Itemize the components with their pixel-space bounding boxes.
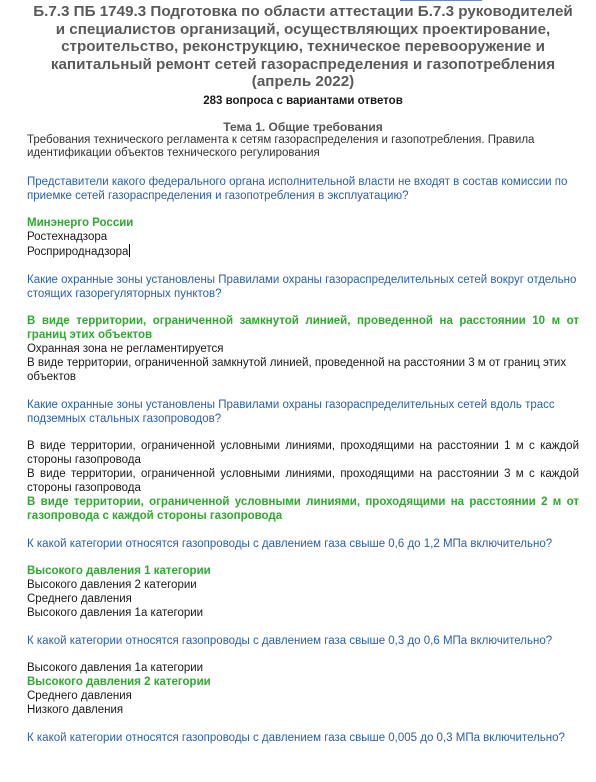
answer-correct: В виде территории, ограниченной замкнутой линией, проведенной на расстоянии 10 м от границ этих объектов [27, 314, 579, 341]
answer-option: Среднего давления [27, 592, 132, 605]
answer-list [27, 661, 579, 717]
answer-list [27, 216, 579, 259]
answer-option: Ростехнадзора [27, 230, 108, 243]
topic-title: Тема 1. Общие требования [223, 119, 383, 134]
document-page [27, 3, 579, 745]
document-subtitle: 283 вопроса с вариантами ответов [203, 94, 403, 107]
answer-option [27, 244, 579, 259]
question-text: Представители какого федерального органа исполнительной власти не входят в состав комиссии по приемке сетей газораспределения и газопотребления в эксплуатацию? [27, 175, 568, 202]
answer-option: В виде территории, ограниченной условными линиями, проходящими на расстоянии 3 м с каждой стороны газопровода [27, 467, 579, 494]
answer-option: В виде территории, ограниченной условными линиями, проходящими на расстоянии 1 м с каждой стороны газопровода [27, 439, 579, 466]
question-text: К какой категории относятся газопроводы с давлением газа свыше 0,005 до 0,3 МПа включительно? [27, 731, 565, 744]
answer-correct: Высокого давления 2 категории [27, 675, 211, 688]
hyperlink-underline [400, 0, 482, 1]
answer-correct: Минэнерго России [27, 216, 134, 229]
answer-option: Охранная зона не регламентируется [27, 342, 224, 355]
answer-text: Росприроднадзора [27, 245, 129, 258]
question-block [27, 398, 579, 523]
question-block [27, 731, 579, 745]
text-cursor [129, 244, 130, 257]
answer-option: Высокого давления 2 категории [27, 578, 197, 591]
answer-list [27, 314, 579, 384]
question-text: К какой категории относятся газопроводы с давлением газа свыше 0,3 до 0,6 МПа включительно? [27, 634, 553, 647]
answer-correct: В виде территории, ограниченной условными линиями, проходящими на расстоянии 2 м от газопровода с каждой стороны газопровода [27, 495, 579, 522]
answer-list [27, 439, 579, 523]
answer-option: Среднего давления [27, 689, 132, 702]
answer-list [27, 564, 579, 620]
answer-option: В виде территории, ограниченной замкнутой линией, проведенной на расстоянии 3 м от границ этих объектов [27, 356, 567, 383]
topic-description: Требования технического регламента к сетям газораспределения и газопотребления. Правила идентификации объектов технического регулирования [27, 133, 535, 159]
question-text: Какие охранные зоны установлены Правилами охраны газораспределительных сетей вдоль трасс подземных стальных газопроводов? [27, 398, 555, 425]
answer-option: Низкого давления [27, 703, 124, 716]
question-block [27, 634, 579, 717]
document-title: Б.7.3 ПБ 1749.3 Подготовка по области аттестации Б.7.3 руководителей и специалистов организаций, осуществляющих проектирование, строительство, реконструкцию, техническое перевооружение и капитальный ремонт сетей газораспределения и газопотребления (апрель 2022) [33, 3, 573, 90]
answer-option: Высокого давления 1а категории [27, 606, 204, 619]
answer-option: Высокого давления 1а категории [27, 661, 204, 674]
question-text: Какие охранные зоны установлены Правилами охраны газораспределительных сетей вокруг отдельно стоящих газорегуляторных пунктов? [27, 273, 577, 300]
answer-correct: Высокого давления 1 категории [27, 564, 211, 577]
question-block [27, 273, 579, 384]
question-text: К какой категории относятся газопроводы с давлением газа свыше 0,6 до 1,2 МПа включительно? [27, 537, 553, 550]
question-block [27, 175, 579, 259]
question-block [27, 537, 579, 620]
